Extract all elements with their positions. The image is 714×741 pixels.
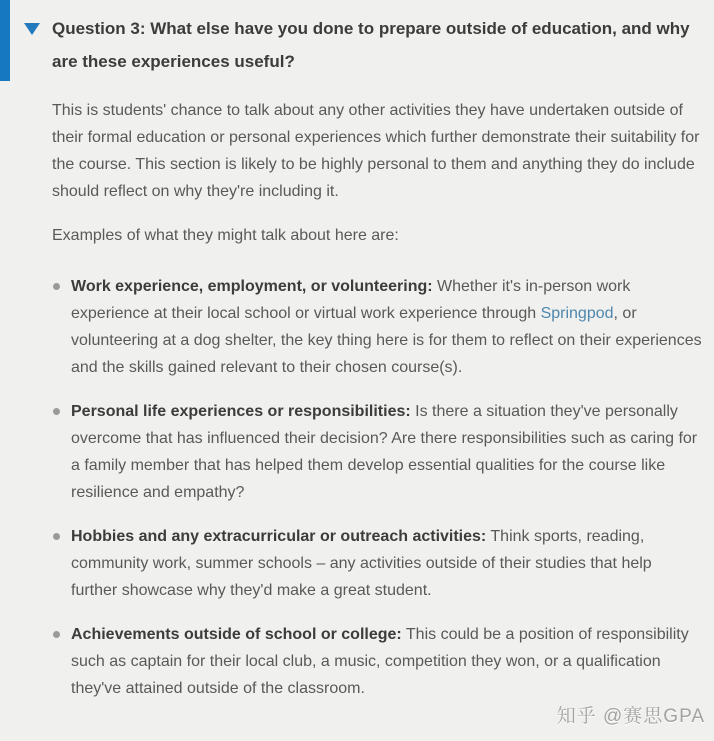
question-title: Question 3: What else have you done to prepare outside of education, and why are these experiences useful? — [52, 19, 690, 71]
bullet-icon — [53, 533, 60, 540]
bullet-text: Is there a situation they've personally overcome that has influenced their decision? Are there responsibilities such as caring for a family member that has helped them develop essential qualities for the course like resilience and empathy? — [71, 403, 698, 501]
section-header — [0, 0, 714, 78]
bullet-text: Think sports, reading, community work, summer schools – any activities outside of their studies that help further showcase why they'd make a great student. — [71, 528, 652, 599]
bullet-lead: Hobbies and any extracurricular or outreach activities: — [71, 528, 487, 545]
list-item — [52, 621, 702, 702]
examples-lead: Examples of what they might talk about here are: — [52, 227, 399, 244]
bullet-icon — [53, 631, 60, 638]
collapse-triangle-icon[interactable] — [24, 23, 40, 35]
section-content — [0, 78, 714, 702]
bullet-icon — [53, 283, 60, 290]
section-accent-bar — [0, 0, 10, 81]
intro-paragraph: This is students' chance to talk about any other activities they have undertaken outside of their formal education or personal experiences which further demonstrate their suitability for the course. This section is likely to be highly personal to them and anything they do include should reflect on why they're including it. — [52, 102, 700, 200]
bullet-text: , or volunteering at a dog shelter, the key thing here is for them to reflect on their experiences and the skills gained relevant to their chosen course(s). — [71, 305, 702, 376]
bullet-lead: Personal life experiences or responsibilities: — [71, 403, 411, 420]
examples-list — [52, 273, 702, 702]
list-item — [52, 523, 702, 604]
watermark: 知乎 @赛思GPA — [556, 706, 705, 727]
bullet-lead: Achievements outside of school or college: — [71, 626, 402, 643]
springpod-link[interactable]: Springpod — [540, 305, 614, 322]
bullet-text: This could be a position of responsibility such as captain for their local club, a music, competition they won, or a qualification they've attained outside of the classroom. — [71, 626, 689, 697]
bullet-icon — [53, 408, 60, 415]
list-item — [52, 273, 702, 381]
bullet-text: Whether it's in-person work experience at their local school or virtual work experience through — [71, 278, 631, 322]
list-item — [52, 398, 702, 506]
bullet-lead: Work experience, employment, or volunteering: — [71, 278, 433, 295]
